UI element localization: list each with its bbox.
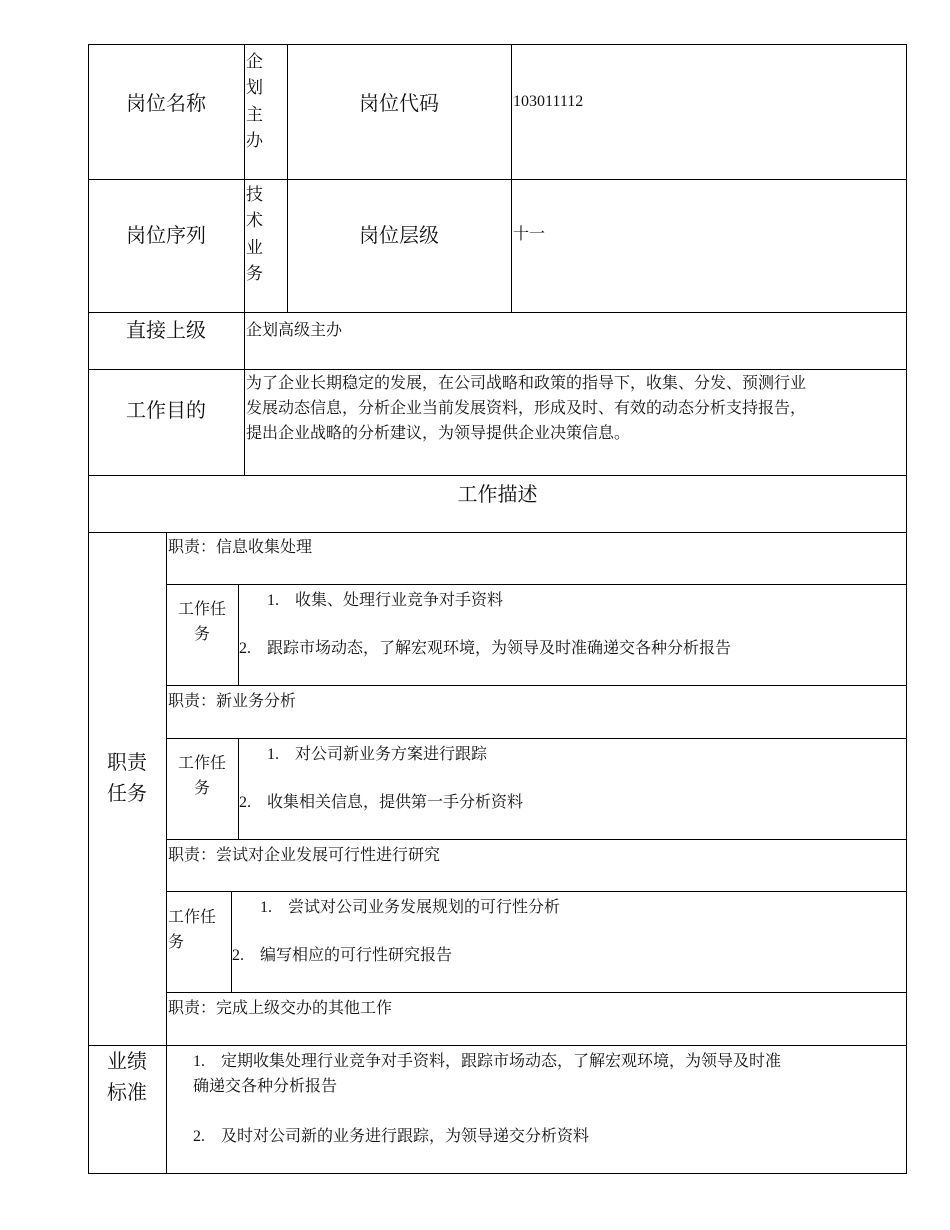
performance-item: 1. 定期收集处理行业竞争对手资料，跟踪市场动态，了解宏观环境，为领导及时准 确递交各种分析报告 (193, 1053, 782, 1095)
superior-value: 企划高级主办 (246, 322, 343, 339)
purpose-line: 提出企业战略的分析建议，为领导提供企业决策信息。 (246, 424, 631, 442)
duties-label: 职责 任务 (107, 752, 147, 805)
position-code-value: 103011112 (513, 93, 584, 110)
row-divider (88, 532, 907, 533)
row-divider (88, 1045, 907, 1046)
position-sequence-label: 岗位序列 (126, 225, 206, 247)
column-divider (231, 891, 232, 992)
description-title: 工作描述 (457, 484, 538, 506)
duty-title: 职责：新业务分析 (168, 693, 297, 710)
row-divider (88, 475, 907, 476)
purpose-line: 为了企业长期稳定的发展，在公司战略和政策的指导下，收集、分发、预测行业 (246, 375, 807, 392)
task-item: 2. 跟踪市场动态，了解宏观环境，为领导及时准确递交各种分析报告 (239, 640, 732, 657)
position-sequence-value: 技术业务 (246, 185, 263, 284)
duty-title: 职责：完成上级交办的其他工作 (168, 1000, 393, 1017)
task-label: 工作任 务 (168, 909, 217, 951)
row-divider (166, 891, 907, 892)
task-label: 工作任 务 (177, 755, 226, 797)
task-item: 1. 尝试对公司业务发展规划的可行性分析 (260, 899, 561, 916)
row-divider (166, 738, 907, 739)
performance-item: 2. 及时对公司新的业务进行跟踪，为领导递交分析资料 (193, 1128, 590, 1145)
row-divider (166, 839, 907, 840)
duty-title: 职责：尝试对企业发展可行性进行研究 (168, 847, 441, 864)
purpose-line: 发展动态信息，分析企业当前发展资料，形成及时、有效的动态分析支持报告， (246, 399, 807, 417)
purpose-text (246, 372, 904, 446)
purpose-label: 工作目的 (126, 400, 206, 422)
task-label: 工作任 务 (177, 601, 226, 643)
duty-title: 职责：信息收集处理 (168, 539, 313, 556)
position-level-label: 岗位层级 (359, 225, 439, 247)
column-divider (244, 44, 245, 475)
row-divider (166, 584, 907, 585)
position-name-value: 企划主办 (246, 52, 263, 151)
superior-label: 直接上级 (126, 320, 206, 342)
row-divider (166, 992, 907, 993)
column-divider (238, 584, 239, 685)
column-divider (287, 44, 288, 312)
task-item: 1. 对公司新业务方案进行跟踪 (267, 746, 488, 763)
row-divider (88, 312, 907, 313)
row-divider (88, 369, 907, 370)
column-divider (511, 44, 512, 312)
task-item: 2. 编写相应的可行性研究报告 (232, 947, 453, 964)
performance-label: 业绩 标准 (107, 1051, 147, 1104)
task-item: 1. 收集、处理行业竞争对手资料 (267, 592, 504, 609)
row-divider (88, 179, 907, 180)
task-item: 2. 收集相关信息，提供第一手分析资料 (239, 794, 524, 811)
row-divider (166, 685, 907, 686)
position-code-label: 岗位代码 (359, 93, 439, 115)
position-name-label: 岗位名称 (126, 93, 206, 115)
column-divider (238, 738, 239, 839)
position-level-value: 十一 (513, 226, 546, 243)
